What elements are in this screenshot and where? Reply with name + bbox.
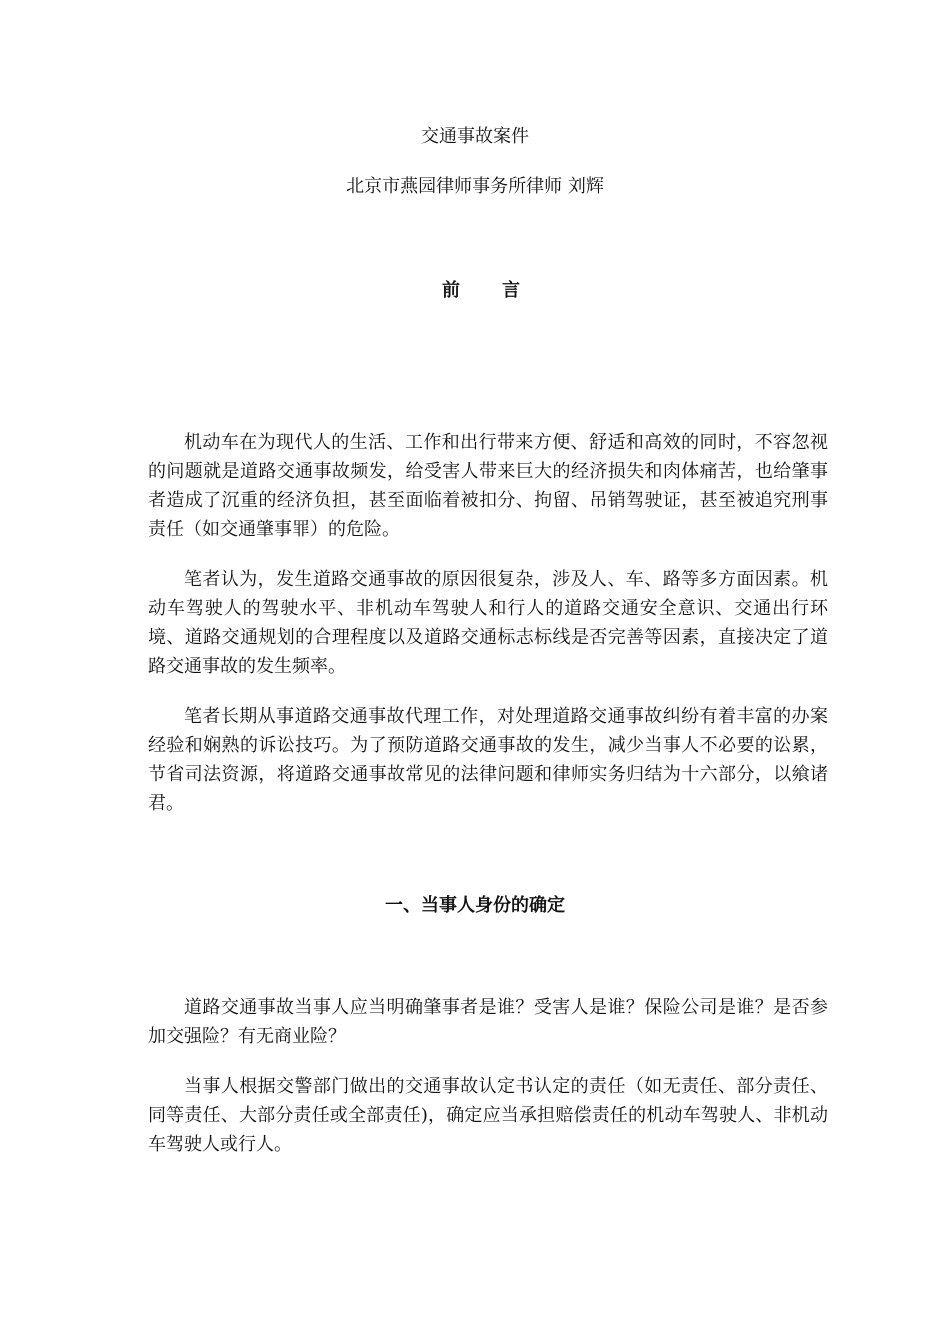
preface-paragraph-3: 笔者长期从事道路交通事故代理工作，对处理道路交通事故纠纷有着丰富的办案经验和娴熟的诉讼技巧。为了预防道路交通事故的发生，减少当事人不必要的讼累，节省司法资源，将道路交通事故常见的法律问题和律师实务归结为十六部分，以飨诸君。 — [148, 706, 828, 814]
preface-paragraph-2: 笔者认为，发生道路交通事故的原因很复杂，涉及人、车、路等多方面因素。机动车驾驶人的驾驶水平、非机动车驾驶人和行人的道路交通安全意识、交通出行环境、道路交通规划的合理程度以及道路交通标志标线是否完善等因素，直接决定了道路交通事故的发生频率。 — [148, 569, 828, 677]
preface-paragraph-1: 机动车在为现代人的生活、工作和出行带来方便、舒适和高效的同时，不容忽视的问题就是道路交通事故频发，给受害人带来巨大的经济损失和肉体痛苦，也给肇事者造成了沉重的经济负担，甚至面临着被扣分、拘留、吊销驾驶证，甚至被追究刑事责任（如交通肇事罪）的危险。 — [148, 432, 828, 540]
author-line: 北京市燕园律师事务所律师 刘辉 — [346, 176, 604, 197]
document-title: 交通事故案件 — [421, 126, 529, 147]
section-1-heading: 一、当事人身份的确定 — [385, 895, 565, 916]
preface-heading: 前 言 — [442, 280, 532, 301]
section-1-paragraph-2: 当事人根据交警部门做出的交通事故认定书认定的责任（如无责任、部分责任、同等责任、大部分责任或全部责任)，确定应当承担赔偿责任的机动车驾驶人、非机动车驾驶人或行人。 — [148, 1076, 828, 1155]
section-1-paragraph-1: 道路交通事故当事人应当明确肇事者是谁？受害人是谁？保险公司是谁？是否参加交强险？有无商业险？ — [148, 997, 828, 1047]
